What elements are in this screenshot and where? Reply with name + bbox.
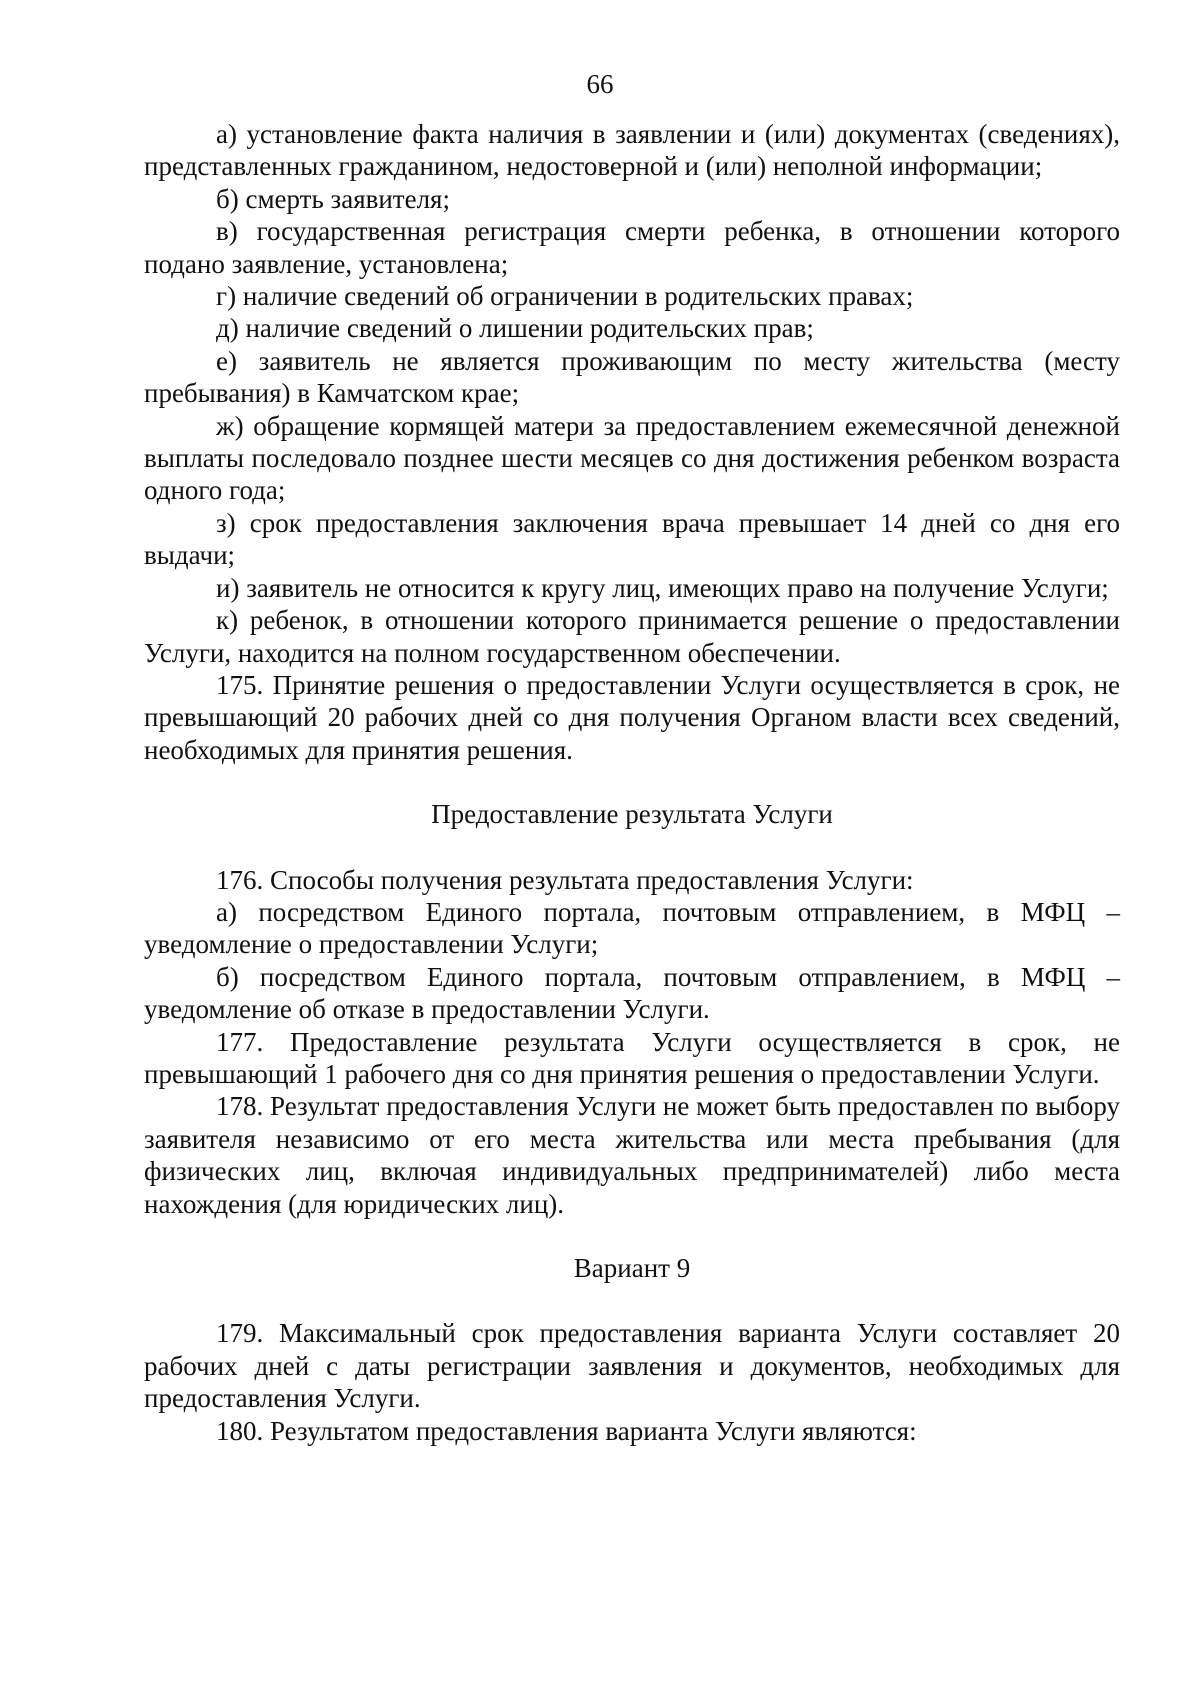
paragraph-refusal-e: е) заявитель не является проживающим по месту жительства (месту пребывания) в Камчатском крае; <box>144 345 1120 409</box>
paragraph-178: 178. Результат предоставления Услуги не может быть предоставлен по выбору заявителя независимо от его места жительства или места пребывания (для физических лиц, включая индивидуальных предпринимателей) либо места нахождения (для юридических лиц). <box>144 1091 1120 1219</box>
paragraph-176-b: б) посредством Единого портала, почтовым отправлением, в МФЦ – уведомление об отказе в предоставлении Услуги. <box>144 961 1120 1025</box>
paragraph-refusal-zh: ж) обращение кормящей матери за предоставлением ежемесячной денежной выплаты последовало позднее шести месяцев со дня достижения ребенком возраста одного года; <box>144 410 1120 506</box>
document-body <box>144 118 1120 1447</box>
paragraph-refusal-d: д) наличие сведений о лишении родительских прав; <box>216 313 814 344</box>
paragraph-180: 180. Результатом предоставления варианта Услуги являются: <box>216 1415 917 1446</box>
paragraph-177: 177. Предоставление результата Услуги осуществляется в срок, не превышающий 1 рабочего дня со дня принятия решения о предоставлении Услуги. <box>144 1026 1120 1089</box>
section-heading-result: Предоставление результата Услуги <box>431 799 833 830</box>
paragraph-176: 176. Способы получения результата предоставления Услуги: <box>216 864 914 895</box>
paragraph-179: 179. Максимальный срок предоставления варианта Услуги составляет 20 рабочих дней с даты регистрации заявления и документов, необходимых для предоставления Услуги. <box>144 1318 1120 1414</box>
paragraph-refusal-g: г) наличие сведений об ограничении в родительских правах; <box>216 281 914 312</box>
paragraph-refusal-a: а) установление факта наличия в заявлении и (или) документах (сведениях), представленных гражданином, недостоверной и (или) неполной информации; <box>144 119 1120 182</box>
page-number: 66 <box>586 69 614 99</box>
paragraph-refusal-v: в) государственная регистрация смерти ребенка, в отношении которого подано заявление, установлена; <box>144 216 1120 279</box>
paragraph-refusal-b: б) смерть заявителя; <box>216 183 450 214</box>
paragraph-refusal-z: з) срок предоставления заключения врача превышает 14 дней со дня его выдачи; <box>144 507 1120 571</box>
paragraph-176-a: а) посредством Единого портала, почтовым отправлением, в МФЦ – уведомление о предоставлении Услуги; <box>144 896 1120 960</box>
paragraph-175: 175. Принятие решения о предоставлении Услуги осуществляется в срок, не превышающий 20 рабочих дней со дня получения Органом власти всех сведений, необходимых для принятия решения. <box>144 669 1120 765</box>
paragraph-refusal-k: к) ребенок, в отношении которого принимается решение о предоставлении Услуги, находится на полном государственном обеспечении. <box>144 605 1120 668</box>
paragraph-refusal-i: и) заявитель не относится к кругу лиц, имеющих право на получение Услуги; <box>216 572 1109 603</box>
section-heading-variant: Вариант 9 <box>573 1253 691 1283</box>
